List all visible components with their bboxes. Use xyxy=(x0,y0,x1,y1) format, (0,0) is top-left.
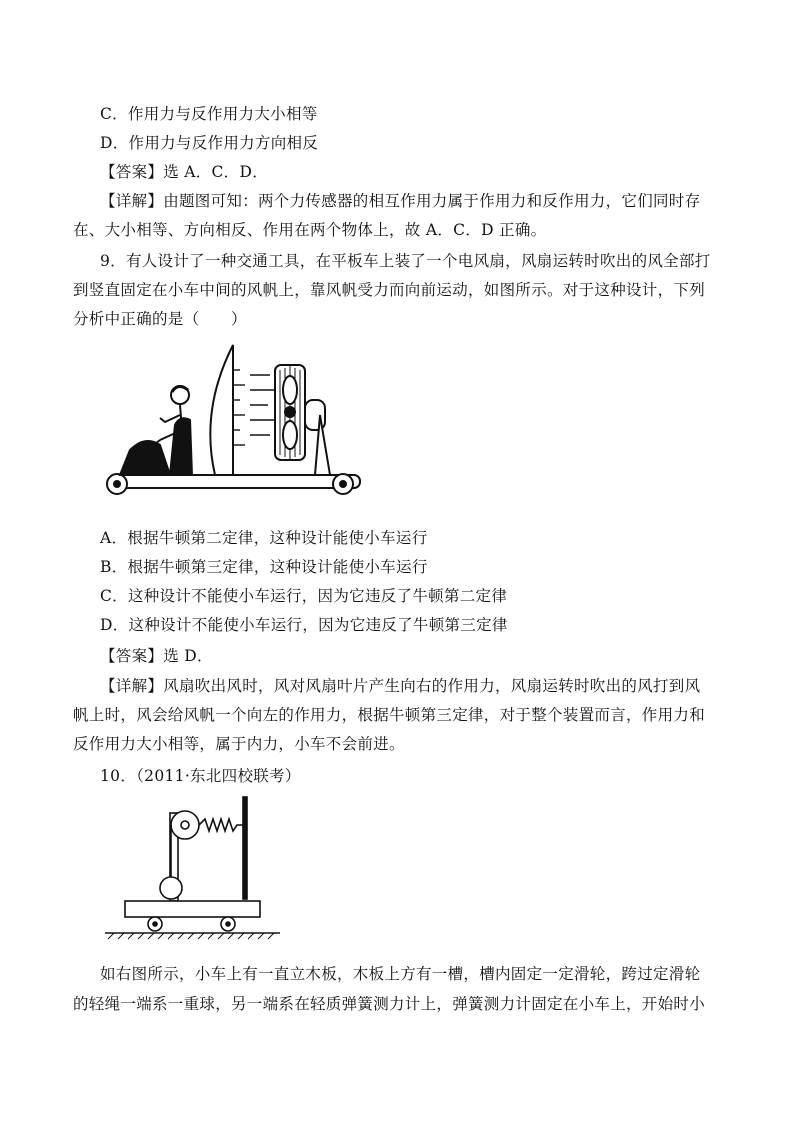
sail xyxy=(210,345,233,475)
answer: 【答案】选 A．C．D． xyxy=(100,163,269,181)
question-10-header: 10．（2011·东北四校联考） xyxy=(100,767,301,785)
ball xyxy=(160,877,182,899)
vertical-board xyxy=(243,797,247,899)
option-b: B．根据牛顿第三定律，这种设计能使小车运行 xyxy=(100,558,428,576)
detail-line: 在、大小相等、方向相反、作用在两个物体上，故 A．C．D 正确。 xyxy=(73,221,547,239)
detail-line: 反作用力大小相等，属于内力，小车不会前进。 xyxy=(73,735,405,753)
question-9-stem: 到竖直固定在小车中间的风帆上，靠风帆受力而向前运动，如图所示。对于这种设计，下列 xyxy=(73,281,706,299)
option-a: A．根据牛顿第二定律，这种设计能使小车运行 xyxy=(100,529,428,547)
wind-lines xyxy=(250,375,275,435)
detail-line: 【详解】由题图可知：两个力传感器的相互作用力属于作用力和反作用力，它们同时存 xyxy=(100,192,701,210)
seat xyxy=(120,441,170,475)
detail-line: 【详解】风扇吹出风时，风对风扇叶片产生向右的作用力，风扇运转时吹出的风打到风 xyxy=(100,677,701,695)
pulley-cart-figure xyxy=(100,795,285,945)
option-c: C．作用力与反作用力大小相等 xyxy=(100,105,318,123)
cart-platform xyxy=(110,475,360,488)
fan-cart-figure xyxy=(100,340,370,505)
spring xyxy=(199,819,243,831)
question-9-stem: 分析中正确的是（ ） xyxy=(73,310,247,328)
detail-line: 帆上时，风会给风帆一个向左的作用力，根据牛顿第三定律，对于整个装置而言，作用力和 xyxy=(73,706,706,724)
cart-body xyxy=(125,901,260,917)
fan-blade xyxy=(283,376,297,404)
question-9-stem: 9．有人设计了一种交通工具，在平板车上装了一个电风扇，风扇运转时吹出的风全部打 xyxy=(100,252,711,270)
option-d: D．这种设计不能使小车运行，因为它违反了牛顿第三定律 xyxy=(100,616,508,634)
question-10-text: 如右图所示，小车上有一直立木板，木板上方有一槽，槽内固定一定滑轮，跨过定滑轮 xyxy=(100,965,701,983)
answer: 【答案】选 D． xyxy=(100,647,213,665)
option-d: D．作用力与反作用力方向相反 xyxy=(100,134,319,152)
question-10-text: 的轻绳一端系一重球，另一端系在轻质弹簧测力计上，弹簧测力计固定在小车上，开始时小 xyxy=(73,995,706,1013)
option-c: C．这种设计不能使小车运行，因为它违反了牛顿第二定律 xyxy=(100,587,508,605)
